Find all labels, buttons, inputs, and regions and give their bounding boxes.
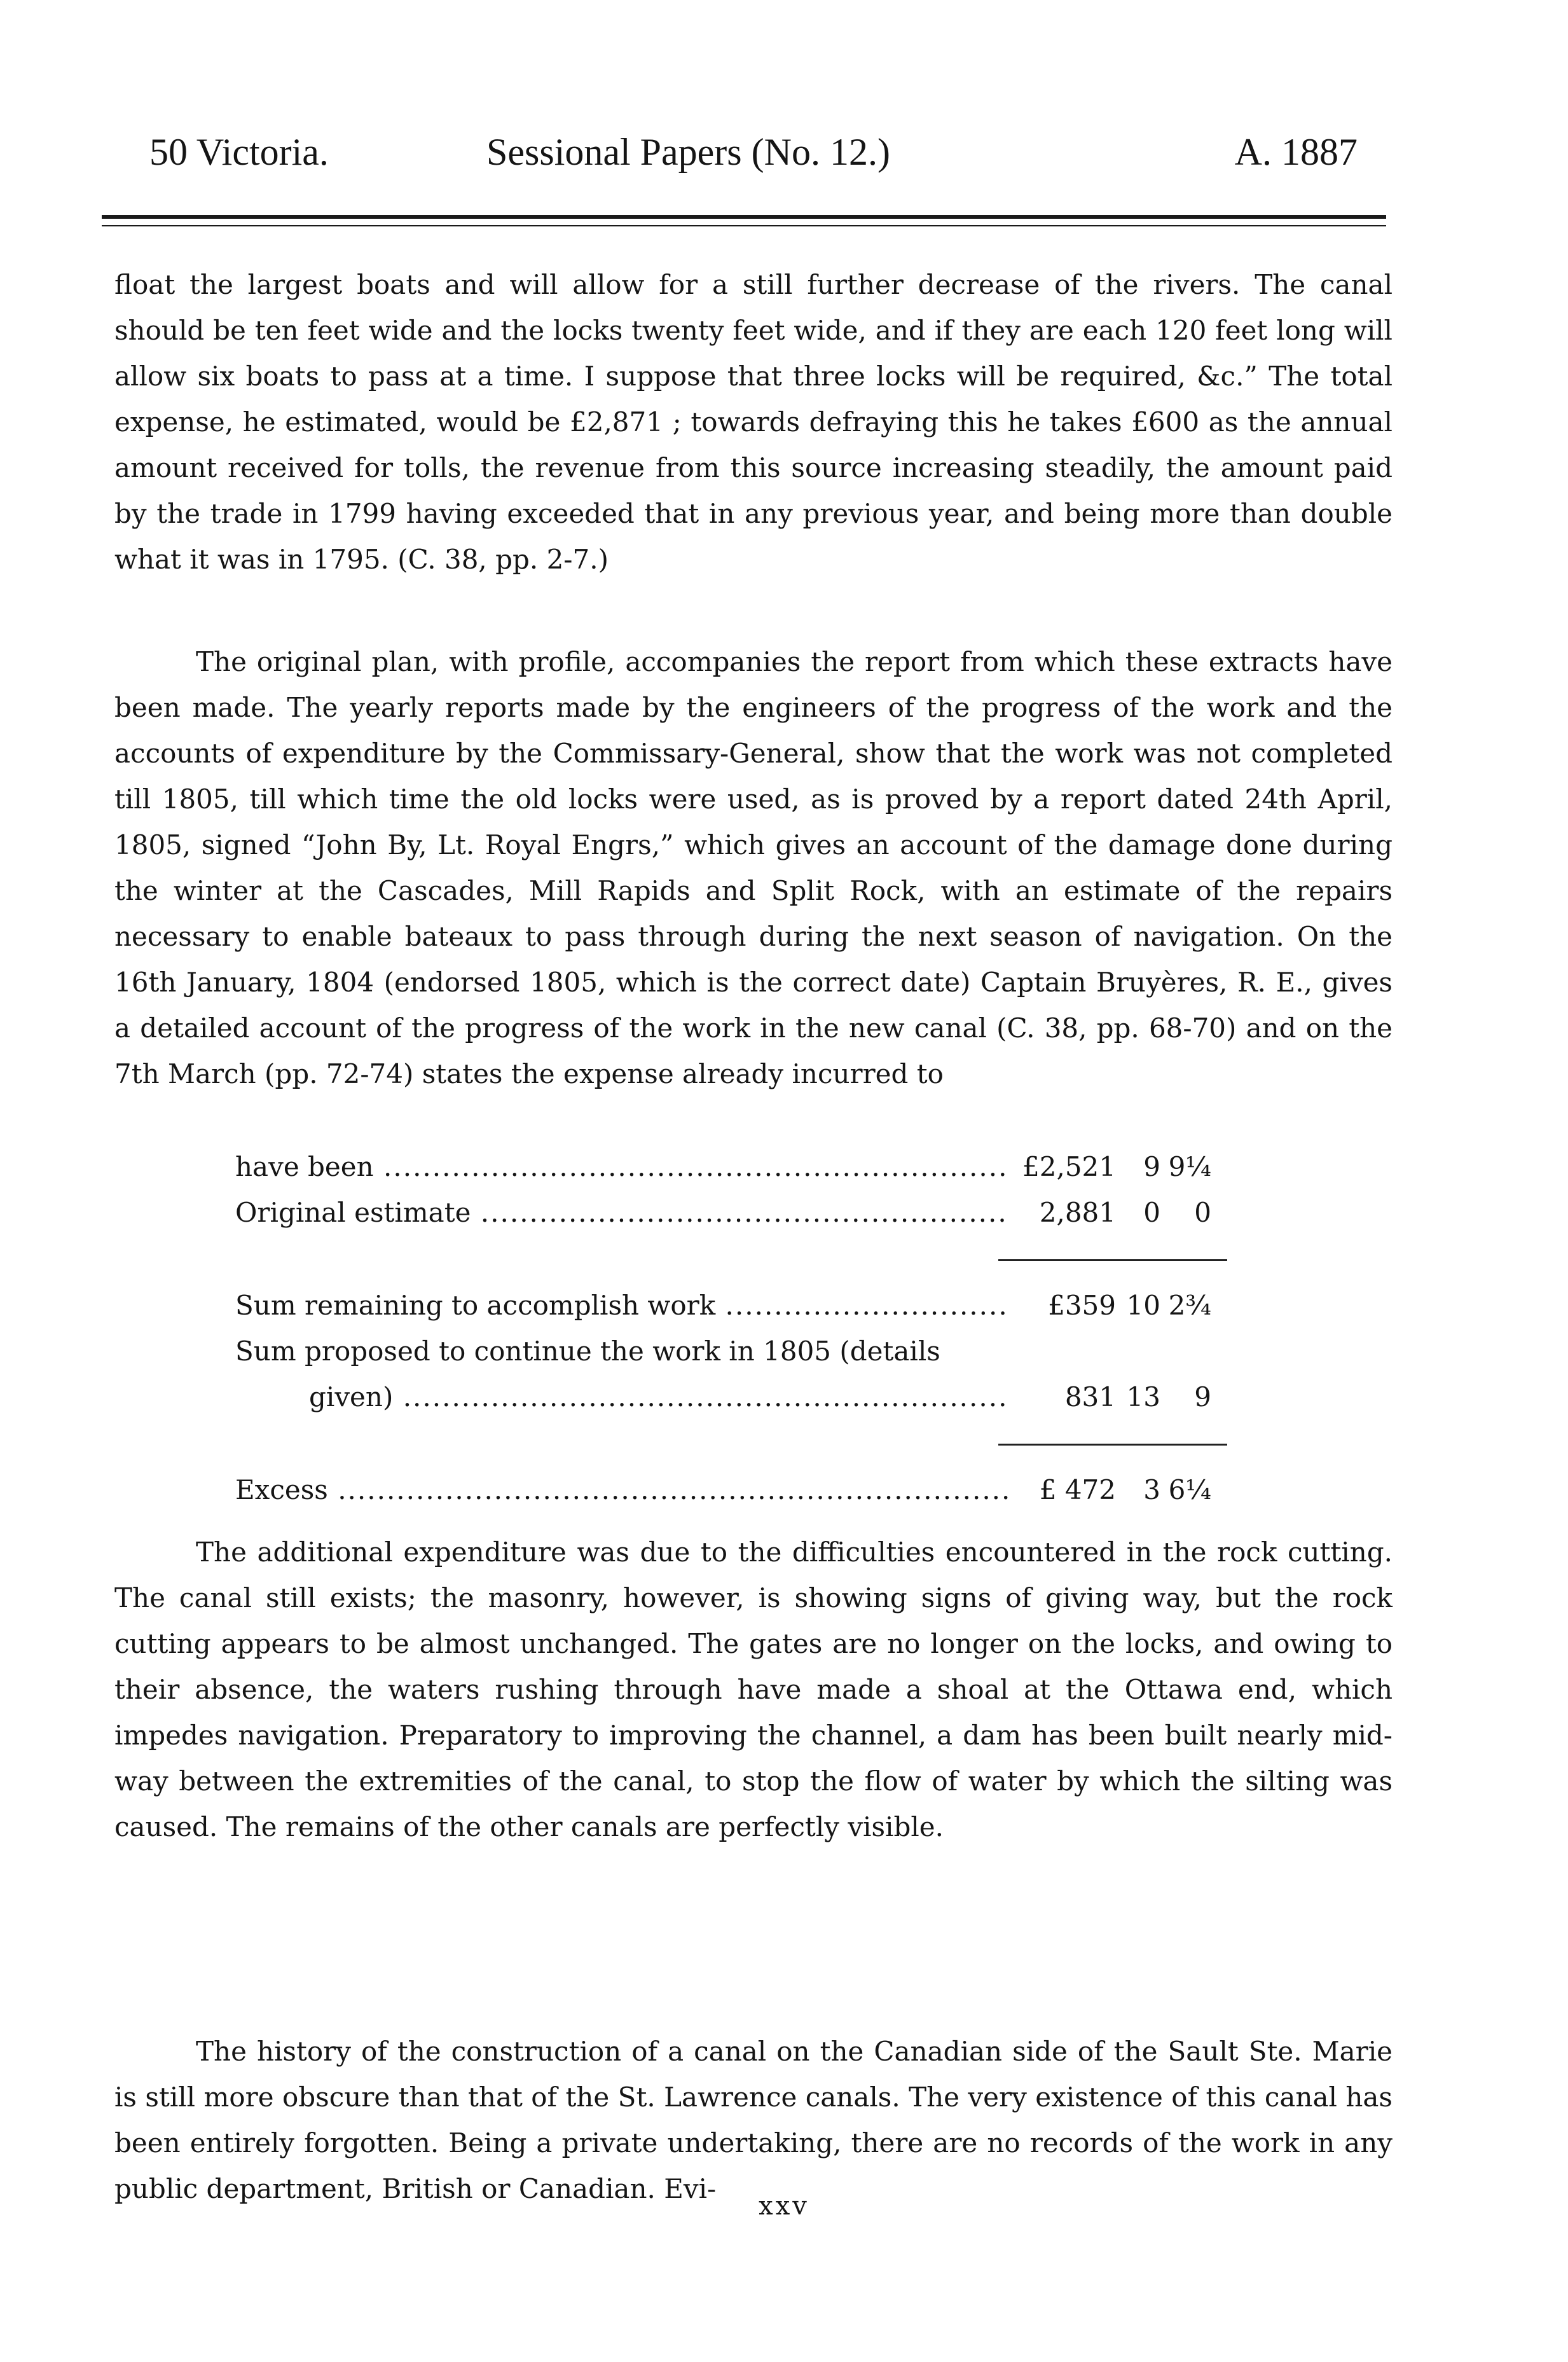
header-rule-thin [102,225,1386,226]
paragraph-continuation [114,262,1393,583]
ledger-row [235,1336,1253,1381]
running-header [149,130,1358,188]
subtotal-rule [998,1259,1227,1261]
ledger-amount [1014,1197,1218,1228]
header-rule-thick [102,215,1386,219]
paragraph-text: float the largest boats and will allow for a still further decrease of the rivers. The canal should be ten feet wide and the locks twenty feet wide, and if they are each 120 feet long will allow six boats to pass at a time. I suppose that three locks will be required, &c.” The total expense, he estimated, would be £2,871 ; towards defraying this he takes £600 as the annual amount received for tolls, the revenue from this source increasing steadily, the amount paid by the trade in 1799 having exceeded that in any previous year, and being more than double what it was in 1795. (C. 38, pp. 2-7.) [114,269,1393,575]
paragraph-text: The additional expenditure was due to the difficulties encountered in the rock cutting. The canal still exists; the masonry, however, is showing signs of giving way, but the rock cutting appears to be almost unchanged. The gates are no longer on the locks, and owing to their absence, the waters rushing through have made a shoal at the Ottawa end, which impedes navigation. Preparatory to improving the channel, a dam has been built nearly mid-way between the extremities of the canal, to stop the flow of water by which the silting was caused. The remains of the other canals are perfectly visible. [114,1537,1393,1842]
ledger-label: have been ..... [235,1151,1008,1182]
ledger-label: given) ..... [309,1381,1008,1412]
ledger-row [235,1381,1253,1427]
ledger-pence: 6¼ [1168,1474,1211,1505]
ledger-shillings: 9 [1143,1151,1160,1182]
total-rule [998,1444,1227,1446]
ledger-row [235,1474,1253,1520]
ledger-amount [1014,1474,1218,1505]
page-number: xxv [759,2192,809,2221]
paragraph-text: The original plan, with profile, accompanies the report from which these extracts have been made. The yearly reports made by the engineers of the progress of the work and the accounts of expenditure by the Commissary-General, show that the work was not completed till 1805, till which time the old locks were used, as is proved by a report dated 24th April, 1805, signed “John By, Lt. Royal Engrs,” which gives an account of the damage done during the winter at the Cascades, Mill Rapids and Split Rock, with an estimate of the repairs necessary to enable bateaux to pass through during the next season of navigation. On the 16th January, 1804 (endorsed 1805, which is the correct date) Captain Bruyères, R. E., gives a detailed account of the progress of the work in the new canal (C. 38, pp. 68-70) and on the 7th March (pp. 72-74) states the expense already incurred to [114,646,1393,1089]
ledger-pence: 9¼ [1168,1151,1211,1182]
paragraph-additional-expenditure [114,1530,1393,1850]
ledger-row [235,1151,1253,1197]
header-year: A. 1887 [1234,131,1358,173]
ledger-shillings: 3 [1143,1474,1160,1505]
ledger-amount [1014,1381,1218,1412]
ledger-amount [1014,1151,1218,1182]
ledger-pounds: £ 472 [1039,1474,1116,1505]
ledger-pounds: £2,521 [1022,1151,1116,1182]
ledger-label: Original estimate ..... [235,1197,1008,1228]
ledger-pence: 0 [1194,1197,1211,1228]
ledger-pounds: 2,881 [1039,1197,1116,1228]
ledger-pounds: £359 [1048,1290,1116,1321]
ledger-shillings: 0 [1143,1197,1160,1228]
ledger-row [235,1197,1253,1243]
ledger-row [235,1290,1253,1336]
ledger-amount [1014,1290,1218,1321]
header-session: 50 Victoria. [149,131,329,173]
paragraph-original-plan [114,639,1393,1097]
ledger-label: Sum remaining to accomplish work ..... [235,1290,1008,1321]
paragraph-text: The history of the construction of a canal on the Canadian side of the Sault Ste. Marie is still more obscure than that of the St. Lawrence canals. The very existence of this canal has been entirely forgotten. Being a private undertaking, there are no records of the work in any public department, British or Canadian. Evi- [114,2036,1393,2204]
ledger-shillings: 10 [1126,1290,1160,1321]
paragraph-sault-ste-marie [114,2029,1393,2212]
header-title: Sessional Papers (No. 12.) [486,131,890,173]
expense-ledger [235,1151,1253,1520]
ledger-shillings: 13 [1126,1381,1160,1412]
ledger-pence: 9 [1194,1381,1211,1412]
ledger-label: Sum proposed to continue the work in 1805 (details [235,1336,940,1367]
ledger-label: Excess ..... [235,1474,1008,1505]
ledger-pence: 2¾ [1168,1290,1211,1321]
ledger-pounds: 831 [1064,1381,1116,1412]
